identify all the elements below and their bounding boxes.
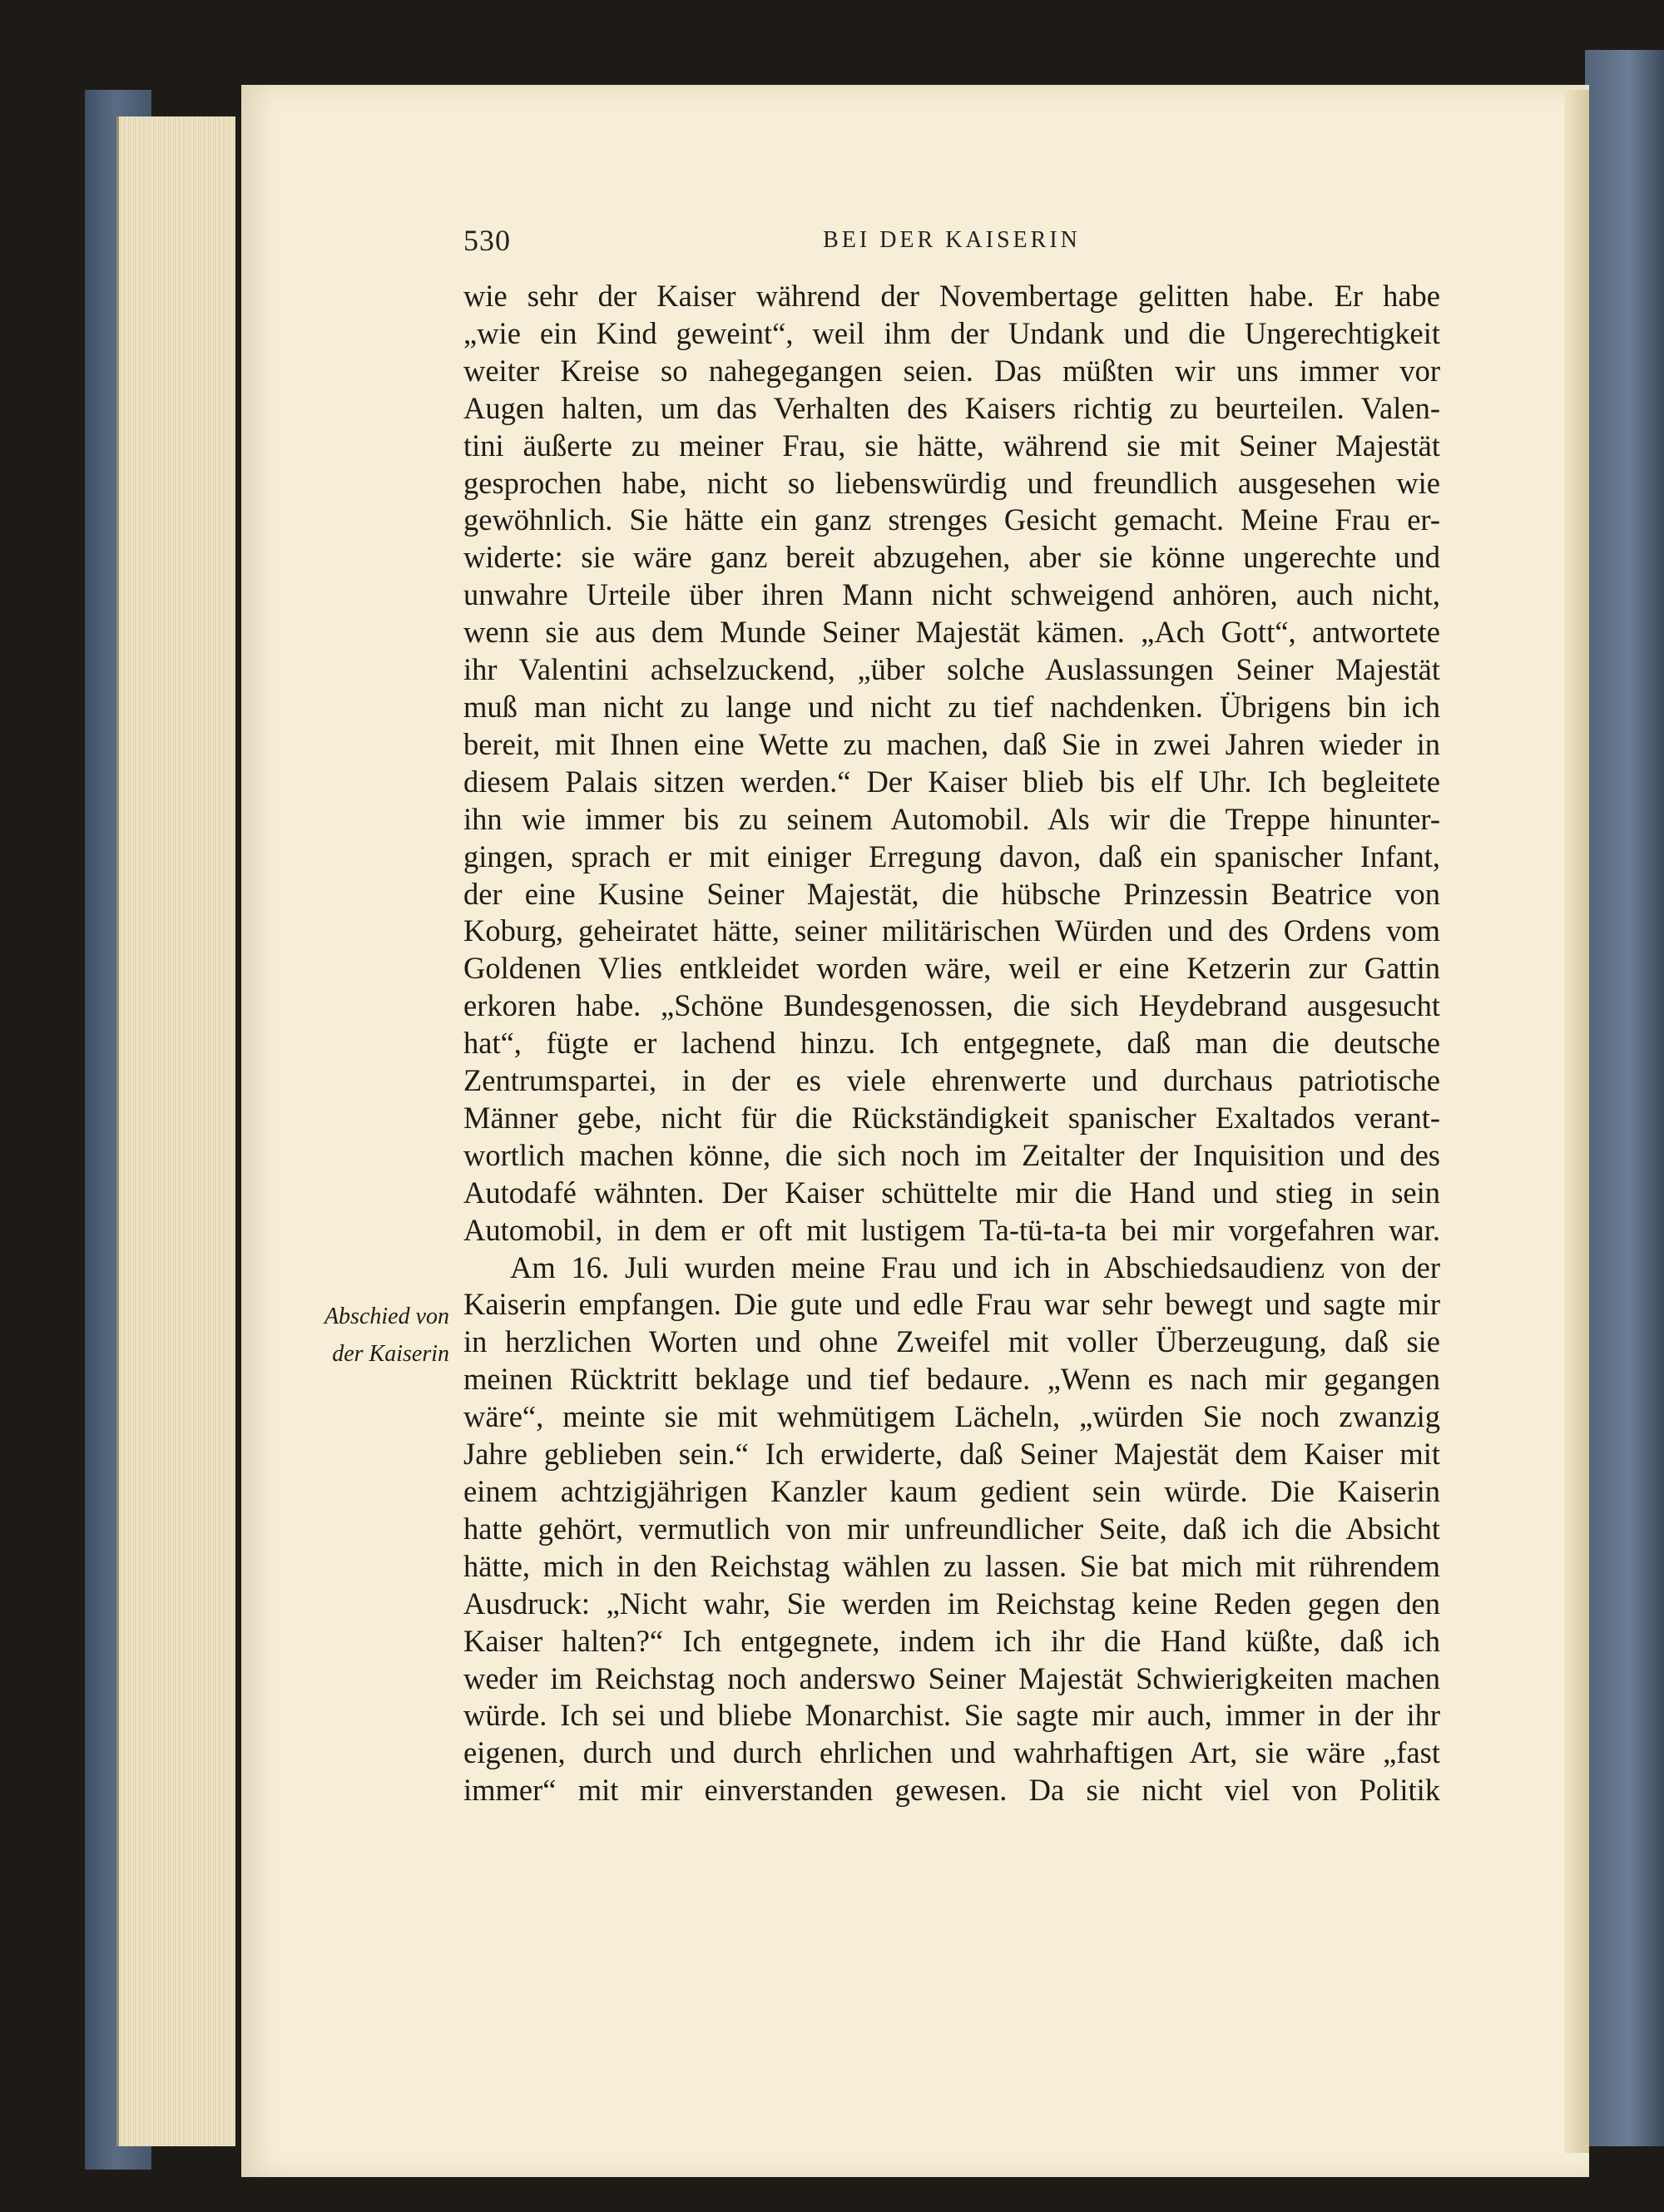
text-line: weder im Reichstag noch anderswo Seiner Majestät Schwierigkeiten machen <box>463 1660 1440 1695</box>
text-line: der eine Kusine Seiner Majestät, die hübsche Prinzessin Beatrice von <box>463 876 1440 911</box>
text-line: Koburg, geheiratet hätte, seiner militärischen Würden und des Ordens vom <box>463 913 1440 948</box>
page-header <box>463 223 1440 263</box>
text-line: diesem Palais sitzen werden.“ Der Kaiser blieb bis elf Uhr. Ich begleitete <box>463 764 1440 799</box>
text-line: ihr Valentini achselzuckend, „über solche Auslassungen Seiner Majestät <box>463 652 1440 687</box>
text-line: in herzlichen Worten und ohne Zweifel mit voller Überzeugung, daß sie <box>463 1324 1440 1359</box>
text-line: Kaiser halten?“ Ich entgegnete, indem ich ihr die Hand küßte, daß ich <box>463 1623 1440 1658</box>
text-line: Zentrumspartei, in der es viele ehrenwerte und durchaus patriotische <box>463 1063 1440 1098</box>
text-line: würde. Ich sei und bliebe Monarchist. Sie sagte mir auch, immer in der ihr <box>463 1698 1440 1733</box>
text-line: tini äußerte zu meiner Frau, sie hätte, während sie mit Seiner Majestät <box>463 428 1440 463</box>
text-line: Jahre geblieben sein.“ Ich erwiderte, daß Seiner Majestät dem Kaiser mit <box>463 1437 1440 1472</box>
text-line: eigenen, durch und durch ehrlichen und wahrhaftigen Art, sie wäre „fast <box>463 1735 1440 1770</box>
text-line: weiter Kreise so nahegegangen seien. Das müßten wir uns immer vor <box>463 353 1440 388</box>
text-line: bereit, mit Ihnen eine Wette zu machen, daß Sie in zwei Jahren wieder in <box>463 726 1440 761</box>
text-line: Autodafé wähnten. Der Kaiser schüttelte mir die Hand und stieg in sein <box>463 1175 1440 1210</box>
text-line: einem achtzigjährigen Kanzler kaum gedient sein würde. Die Kaiserin <box>463 1474 1440 1508</box>
text-line: hatte gehört, vermutlich von mir unfreundlicher Seite, daß ich die Absicht <box>463 1511 1440 1546</box>
text-line: Augen halten, um das Verhalten des Kaisers richtig zu beurteilen. Valen- <box>463 390 1440 425</box>
text-line: gewöhnlich. Sie hätte ein ganz strenges Gesicht gemacht. Meine Frau er- <box>463 502 1440 537</box>
margin-note-line: Abschied von <box>324 1304 449 1329</box>
running-head: BEI DER KAISERIN <box>823 227 1081 253</box>
text-line: Männer gebe, nicht für die Rückständigkeit spanischer Exaltados verant- <box>463 1100 1440 1135</box>
text-line: unwahre Urteile über ihren Mann nicht schweigend anhören, auch nicht, <box>463 577 1440 612</box>
text-line: Kaiserin empfangen. Die gute und edle Frau war sehr bewegt und sagte mir <box>463 1287 1440 1322</box>
text-line: ihn wie immer bis zu seinem Automobil. Als wir die Treppe hinunter- <box>463 801 1440 836</box>
text-line: Goldenen Vlies entkleidet worden wäre, weil er eine Ketzerin zur Gattin <box>463 951 1440 986</box>
text-line: wenn sie aus dem Munde Seiner Majestät kämen. „Ach Gott“, antwortete <box>463 615 1440 650</box>
text-line: wie sehr der Kaiser während der Novembertage gelitten habe. Er habe <box>463 279 1440 313</box>
text-line: Ausdruck: „Nicht wahr, Sie werden im Reichstag keine Reden gegen den <box>463 1586 1440 1621</box>
text-line: hätte, mich in den Reichstag wählen zu lassen. Sie bat mich mit rührendem <box>463 1548 1440 1583</box>
text-line: wäre“, meinte sie mit wehmütigem Lächeln, „würden Sie noch zwanzig <box>463 1399 1440 1434</box>
text-line: „wie ein Kind geweint“, weil ihm der Undank und die Ungerechtigkeit <box>463 315 1440 350</box>
book-cover-right <box>1585 50 1664 2146</box>
text-line: Automobil, in dem er oft mit lustigem Ta-tü-ta-ta bei mir vorgefahren war. <box>463 1212 1440 1247</box>
text-line: meinen Rücktritt beklage und tief bedaure. „Wenn es nach mir gegangen <box>463 1362 1440 1397</box>
body-text <box>463 278 1440 1809</box>
page-number: 530 <box>463 224 511 257</box>
text-line: gingen, sprach er mit einiger Erregung davon, daß ein spanischer Infant, <box>463 839 1440 873</box>
page-fore-edge <box>1564 90 1589 2153</box>
text-line: gesprochen habe, nicht so liebenswürdig und freundlich ausgesehen wie <box>463 465 1440 500</box>
book-page-edges <box>116 116 235 2146</box>
text-line: muß man nicht zu lange und nicht zu tief nachdenken. Übrigens bin ich <box>463 689 1440 724</box>
margin-note-line: der Kaiserin <box>332 1341 449 1367</box>
text-line: widerte: sie wäre ganz bereit abzugehen, aber sie könne ungerechte und <box>463 540 1440 575</box>
text-line: Am 16. Juli wurden meine Frau und ich in Abschiedsaudienz von der <box>510 1250 1440 1284</box>
text-line: hat“, fügte er lachend hinzu. Ich entgegnete, daß man die deutsche <box>463 1026 1440 1061</box>
text-line: immer“ mit mir einverstanden gewesen. Da sie nicht viel von Politik <box>463 1773 1440 1808</box>
text-line: wortlich machen könne, die sich noch im Zeitalter der Inquisition und des <box>463 1137 1440 1172</box>
margin-note <box>300 1298 449 1373</box>
text-line: erkoren habe. „Schöne Bundesgenossen, die sich Heydebrand ausgesucht <box>463 988 1440 1023</box>
